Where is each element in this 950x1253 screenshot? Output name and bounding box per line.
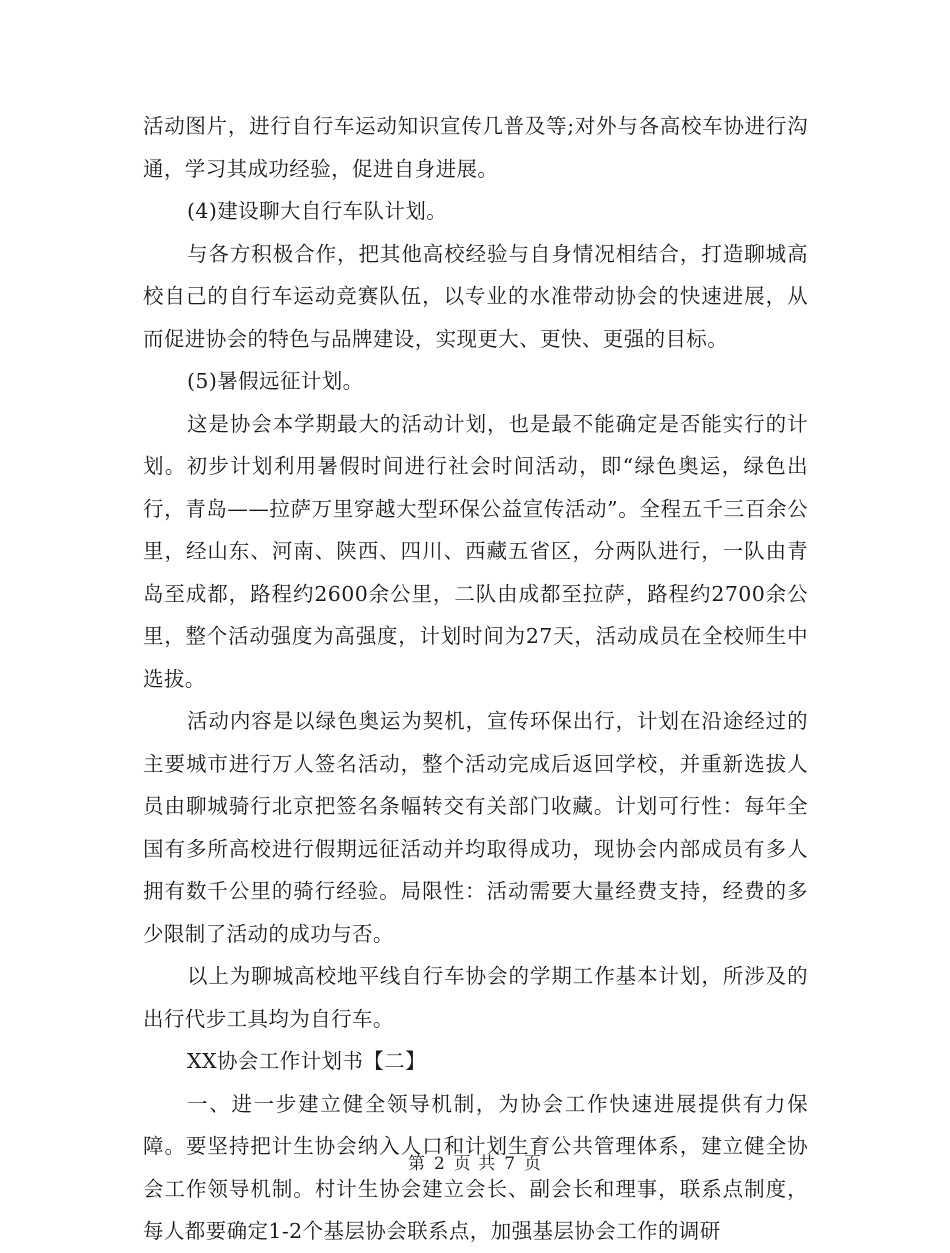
footer-total-pages: 7	[504, 1154, 517, 1174]
footer-suffix: 页	[524, 1154, 543, 1174]
paragraph: 这是协会本学期最大的活动计划，也是最不能确定是否能实行的计划。初步计划利用暑假时间进行社会时间活动，即“绿色奥运，绿色出行，青岛——拉萨万里穿越大型环保公益宣传活动”。全程五千三百余公里，经山东、河南、陕西、四川、西藏五省区，分两队进行，一队由青岛至成都，路程约2600余公里，二队由成都至拉萨，路程约2700余公里，整个活动强度为高强度，计划时间为27天，活动成员在全校师生中选拔。	[143, 411, 808, 691]
paragraph: 以上为聊城高校地平线自行车协会的学期工作基本计划，所涉及的出行代步工具均为自行车。	[143, 964, 808, 1031]
footer-middle: 页 共	[453, 1154, 497, 1174]
footer-prefix: 第	[407, 1154, 426, 1174]
paragraph: 与各方积极合作，把其他高校经验与自身情况相结合，打造聊城高校自己的自行车运动竞赛队伍，以专业的水准带动协会的快速进展，从而促进协会的特色与品牌建设，实现更大、更快、更强的目标。	[143, 241, 808, 351]
footer-current-page: 2	[433, 1154, 446, 1174]
page-footer	[0, 1152, 950, 1176]
paragraph: 活动图片，进行自行车运动知识宣传几普及等;对外与各高校车协进行沟通，学习其成功经验，促进自身进展。	[143, 114, 808, 181]
paragraph: (4)建设聊大自行车队计划。	[187, 199, 448, 223]
paragraph: 活动内容是以绿色奥运为契机，宣传环保出行，计划在沿途经过的主要城市进行万人签名活动，整个活动完成后返回学校，并重新选拔人员由聊城骑行北京把签名条幅转交有关部门收藏。计划可行性：每年全国有多所高校进行假期远征活动并均取得成功，现协会内部成员有多人拥有数千公里的骑行经验。局限性：活动需要大量经费支持，经费的多少限制了活动的成功与否。	[143, 709, 808, 946]
paragraph: (5)暑假远征计划。	[187, 369, 364, 393]
paragraph: XX协会工作计划书【二】	[187, 1049, 426, 1073]
paragraph: 一、进一步建立健全领导机制，为协会工作快速进展提供有力保障。要坚持把计生协会纳入人口和计划生育公共管理体系，建立健全协会工作领导机制。村计生协会建立会长、副会长和理事，联系点制度，每人都要确定1-2个基层协会联系点，加强基层协会工作的调研	[143, 1091, 808, 1243]
document-body	[143, 105, 808, 1253]
